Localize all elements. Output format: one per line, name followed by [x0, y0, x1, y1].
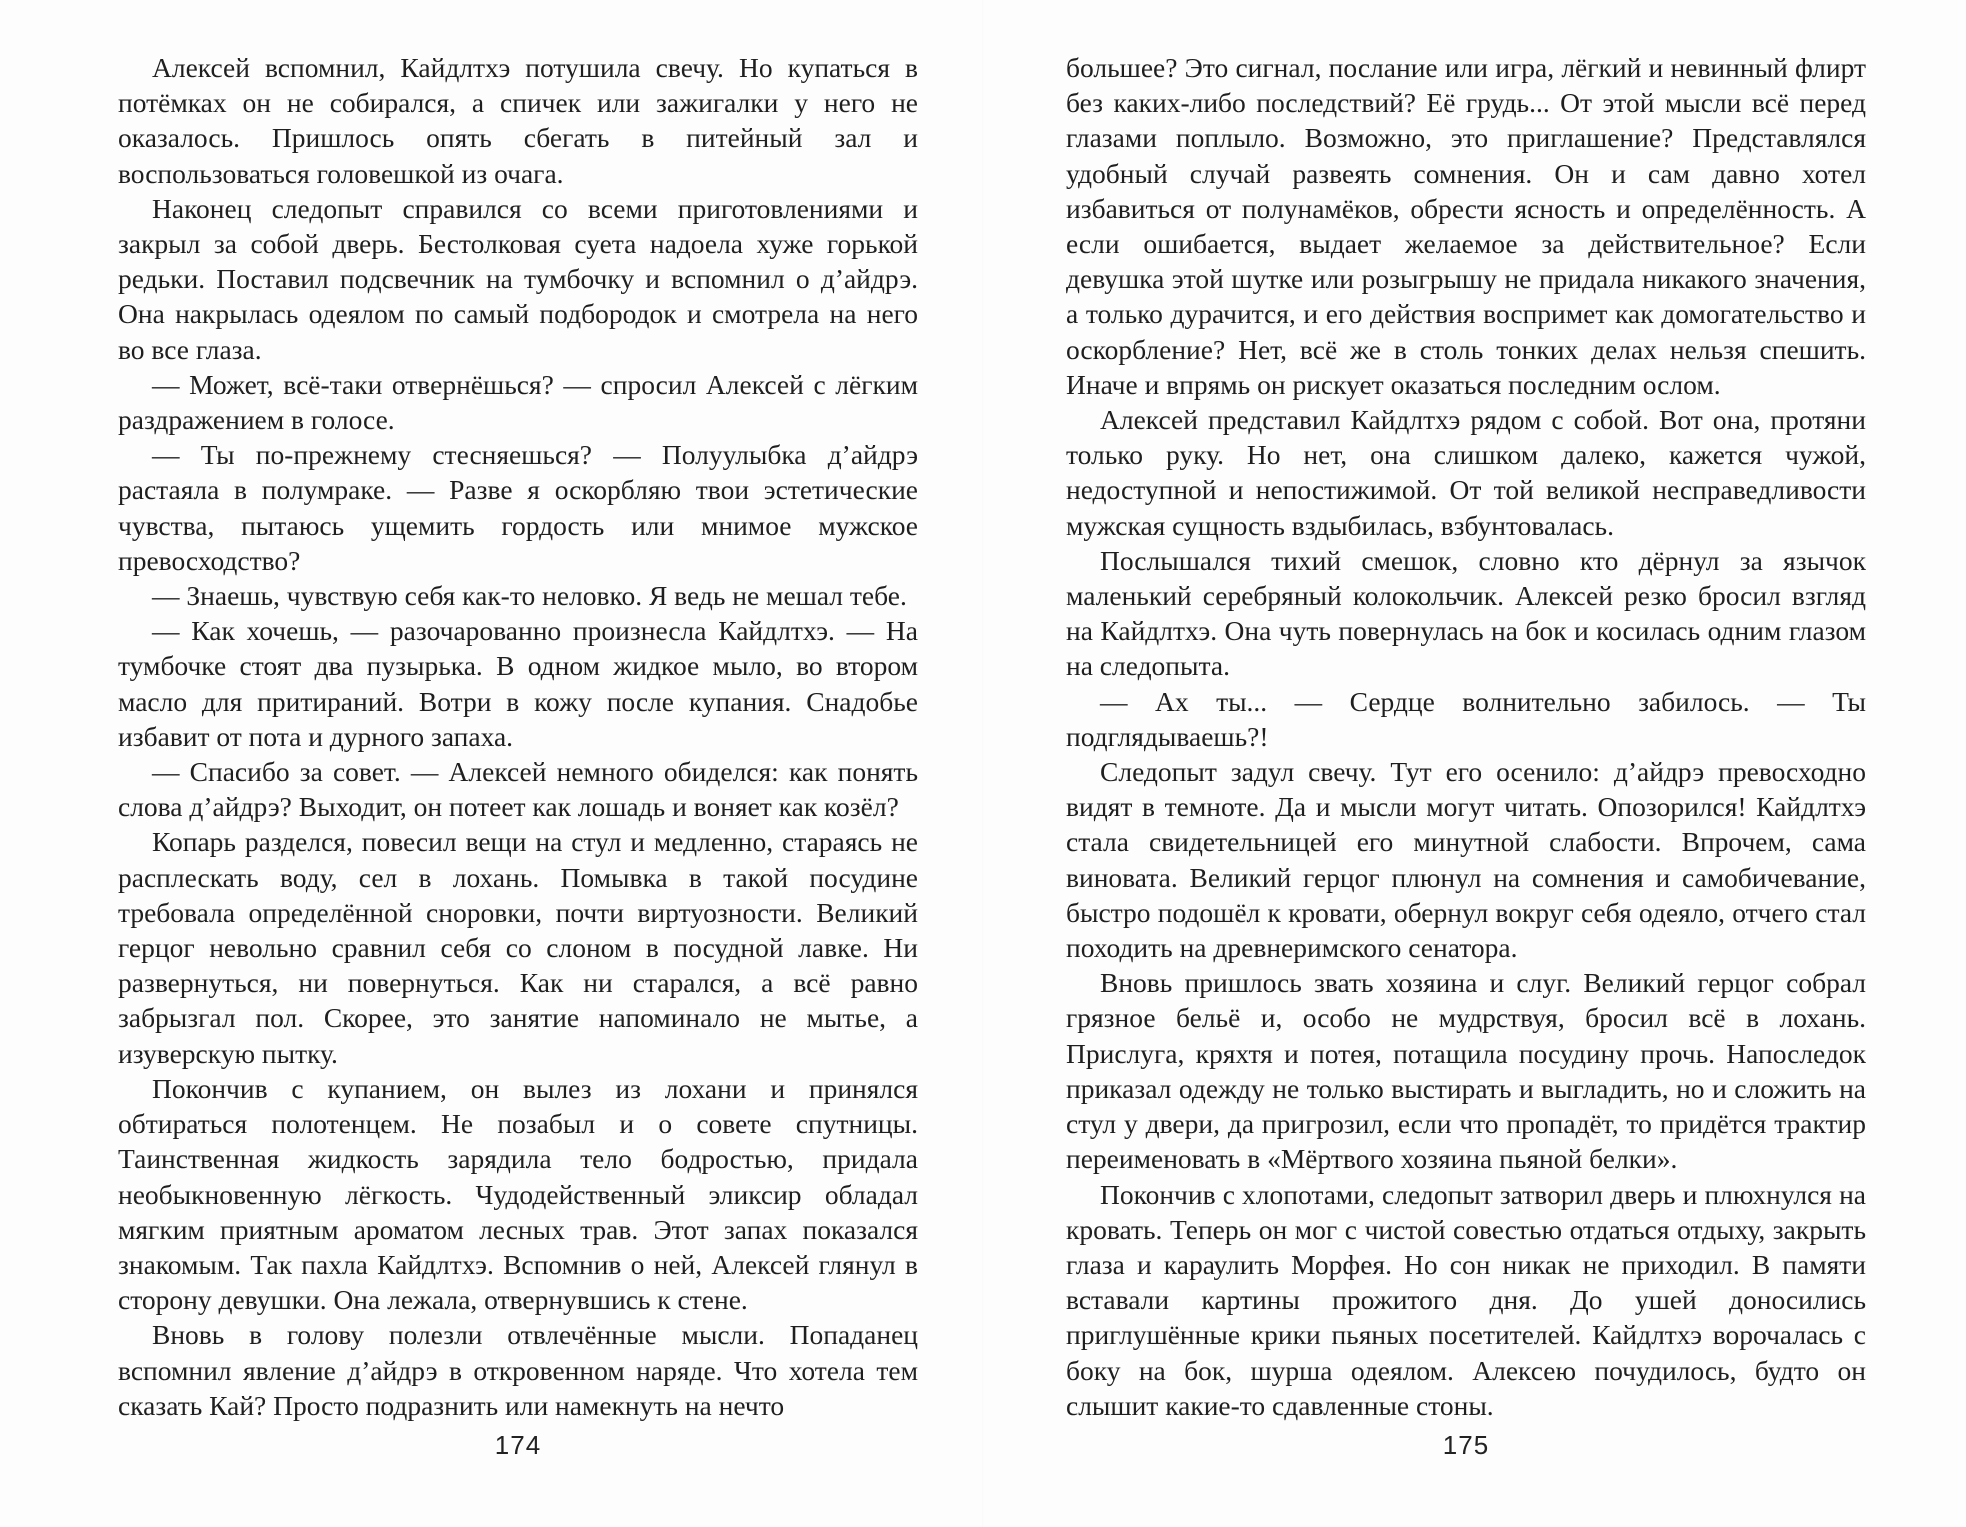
paragraph: Покончив с купанием, он вылез из лохани и принялся обтираться полотенцем. Не позабыл и о совете спутницы. Таинственная жидкость зарядила тело бодростью, придала необыкновенную лёгкость. Чудодейственный эликсир обладал мягким приятным ароматом лесных трав. Этот запах показался знакомым. Так пахла Кайдлтхэ. Вспомнив о ней, Алексей глянул в сторону девушки. Она лежала, отвернувшись к стене.	[118, 1072, 918, 1316]
paragraph: Покончив с хлопотами, следопыт затворил дверь и плюхнулся на кровать. Теперь он мог с чистой совестью отдаться отдыху, закрыть глаза и караулить Морфея. Но сон никак не приходил. В памяти вставали картины прожитого дня. До ушей доносились приглушённые крики пьяных посетителей. Кайдлтхэ ворочалась с боку на бок, шурша одеялом. Алексею почудилось, будто он слышит какие-то сдавленные стоны.	[1066, 1178, 1866, 1421]
paragraph: — Как хочешь, — разочарованно произнесла Кайдлтхэ. — На тумбочке стоят два пузырька. В одном жидкое мыло, во втором масло для притираний. Вотри в кожу после купания. Снадобье избавит от пота и дурного запаха.	[118, 615, 918, 752]
paragraph: Послышался тихий смешок, словно кто дёрнул за язычок маленький серебряный колокольчик. Алексей резко бросил взгляд на Кайдлтхэ. Она чуть повернулась на бок и косилась одним глазом на следопыта.	[1066, 544, 1866, 682]
page-number-left: 174	[494, 1430, 542, 1460]
paragraph: — Ах ты... — Сердце волнительно забилось. — Ты подглядываешь?!	[1066, 685, 1866, 752]
paragraph: Копарь разделся, повесил вещи на стул и медленно, стараясь не расплескать воду, сел в лохань. Помывка в такой посудине требовала определённой сноровки, почти виртуозности. Великий герцог невольно сравнил себя со слоном в посудной лавке. Ни развернуться, ни повернуться. Как ни старался, а всё равно забрызгал пол. Скорее, это занятие напоминало не мытье, а изуверскую пытку.	[118, 826, 918, 1069]
right-page-text	[1066, 50, 1866, 1423]
paragraph: Вновь пришлось звать хозяина и слуг. Великий герцог собрал грязное бельё и, особо не мудрствуя, бросил всё в лохань. Прислуга, кряхтя и потея, потащила посудину прочь. Напоследок приказал одежду не только выстирать и выгладить, но и сложить на стул у двери, да пригрозил, если что пропадёт, то придётся трактир переименовать в «Мёртвого хозяина пьяной белки».	[1066, 967, 1866, 1175]
paragraph: — Знаешь, чувствую себя как-то неловко. Я ведь не мешал тебе.	[152, 580, 907, 612]
right-page	[1066, 50, 1866, 1460]
paragraph: Наконец следопыт справился со всеми приготовлениями и закрыл за собой дверь. Бестолковая суета надоела хуже горькой редьки. Поставил подсвечник на тумбочку и вспомнил о д’айдрэ. Она накрылась одеялом по самый подбородок и смотрела на него во все глаза.	[118, 192, 918, 365]
paragraph: Алексей представил Кайдлтхэ рядом с собой. Вот она, протяни только руку. Но нет, она слишком далеко, кажется чужой, недоступной и непостижимой. От той великой несправедливости мужская сущность вздыбилась, взбунтовалась.	[1066, 404, 1866, 541]
paragraph: — Ты по-прежнему стесняешься? — Полуулыбка д’айдрэ растаяла в полумраке. — Разве я оскорбляю твои эстетические чувства, пытаюсь ущемить гордость или мнимое мужское превосходство?	[118, 439, 918, 576]
paragraph: Вновь в голову полезли отвлечённые мысли. Попаданец вспомнил явление д’айдрэ в откровенном наряде. Что хотела тем сказать Кай? Просто подразнить или намекнуть на нечто	[118, 1319, 918, 1421]
left-page	[118, 50, 918, 1460]
paragraph: Алексей вспомнил, Кайдлтхэ потушила свечу. Но купаться в потёмках он не собирался, а спичек или зажигалки у него не оказалось. Пришлось опять сбегать в питейный зал и воспользоваться головешкой из очага.	[118, 52, 918, 189]
paragraph: — Может, всё-таки отвернёшься? — спросил Алексей с лёгким раздражением в голосе.	[118, 368, 918, 436]
paragraph: — Спасибо за совет. — Алексей немного обиделся: как понять слова д’айдрэ? Выходит, он потеет как лошадь и воняет как козёл?	[118, 756, 918, 823]
paragraph: большее? Это сигнал, послание или игра, лёгкий и невинный флирт без каких-либо последствий? Её грудь... От этой мысли всё перед глазами поплыло. Возможно, это приглашение? Представлялся удобный случай развеять сомнения. Он и сам давно хотел избавиться от полунамёков, обрести ясность и определённость. А если ошибается, выдает желаемое за действительное? Если девушка этой шутке или розыгрышу не придала никакого значения, а только дурачится, и его действия воспримет как домогательство и оскорбление? Нет, всё же в столь тонких делах нельзя спешить. Иначе и впрямь он рискует оказаться последним ослом.	[1066, 52, 1866, 400]
paragraph: Следопыт задул свечу. Тут его осенило: д’айдрэ превосходно видят в темноте. Да и мысли могут читать. Опозорился! Кайдлтхэ стала свидетельницей его минутной слабости. Впрочем, сама виновата. Великий герцог плюнул на сомнения и самобичевание, быстро подошёл к кровати, обернул вокруг себя одеяло, отчего стал походить на древнеримского сенатора.	[1066, 756, 1866, 964]
book-gutter	[982, 0, 984, 1527]
page-number-right: 175	[1442, 1430, 1490, 1460]
left-page-text	[118, 50, 918, 1423]
